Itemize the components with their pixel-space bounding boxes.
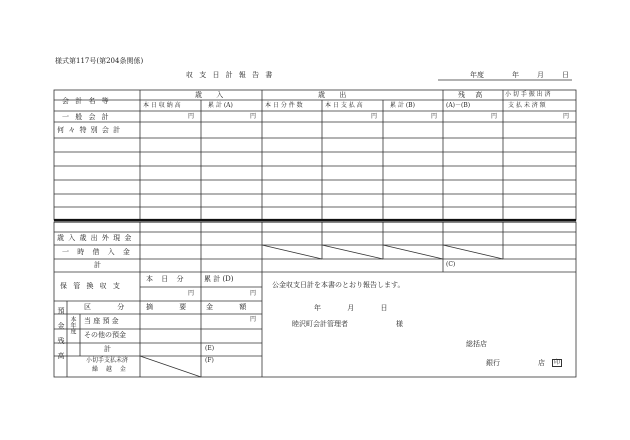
report-manager: 睦沢町会計管理者	[292, 320, 348, 328]
col-summary: 摘 要	[146, 303, 199, 311]
row-unpaid-checks: 小切手支払未済	[86, 357, 129, 364]
report-date: 年 月 日	[314, 304, 400, 312]
col-unpaid-checks-2: 支 払 未 済 額	[508, 102, 546, 109]
col-unpaid-checks-1: 小 切 手 振 出 済	[505, 91, 551, 98]
col-revenue: 歳 入	[195, 91, 230, 99]
this-year-label: 本年度	[69, 316, 76, 334]
mark-c: (C)	[446, 261, 456, 268]
row-temp-loan: 一 時 借 入 金	[62, 248, 133, 256]
col-expenditure: 歳 出	[318, 91, 353, 99]
unit-yen: 円	[250, 113, 257, 120]
form-number: 様式第117号(第204条関係)	[55, 57, 144, 65]
col-rev-cum: 累 計 (A)	[208, 102, 233, 109]
custody-cum: 累 計 (D)	[204, 275, 234, 283]
mark-f: (F)	[205, 357, 214, 364]
row-other-deposit: その他の預金	[84, 331, 126, 339]
row-current-deposit: 当 座 預 金	[84, 317, 119, 325]
unit-yen: 円	[563, 113, 570, 120]
mark-e: (E)	[205, 345, 215, 352]
unit-yen: 円	[188, 113, 195, 120]
col-exp-count: 本 日 分 件 数	[265, 102, 303, 109]
row-carried-over: 繰 越 金	[92, 366, 129, 373]
row-external-cash: 歳 入 歳 出 外 現 金	[57, 234, 133, 242]
unit-yen: 円	[431, 113, 438, 120]
row-subtotal: 計	[104, 345, 111, 353]
col-exp-cum: 累 計 (B)	[390, 102, 415, 109]
year-label: 年度	[470, 71, 484, 79]
unit-yen: 円	[250, 290, 257, 297]
report-sama: 様	[396, 320, 403, 328]
month-label: 月	[537, 71, 544, 79]
report-statement: 公金収支日計を本書のとおり報告します。	[272, 281, 405, 289]
unit-yen: 円	[250, 316, 257, 323]
col-rev-today: 本 日 収 納 高	[143, 102, 181, 109]
nen-label: 年	[512, 71, 519, 79]
row-custody: 保 管 換 収 支	[60, 282, 122, 290]
col-division: 区 分	[84, 303, 137, 311]
row-special: 何 々 特 別 会 計	[57, 126, 122, 134]
report-store: 店	[538, 359, 545, 367]
unit-yen: 円	[491, 113, 498, 120]
deposit-balance-label: 預金残高	[57, 307, 65, 367]
col-amount: 金 額	[206, 303, 259, 311]
custody-today: 本 日 分	[146, 275, 187, 283]
row-total: 計	[94, 261, 101, 269]
row-general: 一 般 会 計	[62, 113, 111, 121]
seal-icon: 印	[554, 359, 561, 366]
page-title: 収 支 日 計 報 告 書	[186, 71, 275, 79]
unit-yen: 円	[371, 113, 378, 120]
unit-yen: 円	[188, 290, 195, 297]
col-exp-today: 本 日 支 払 高	[325, 102, 363, 109]
col-balance-formula: (A)－(B)	[446, 102, 471, 109]
report-branch-general: 総括店	[466, 340, 487, 348]
col-account-name: 会 計 名 等	[62, 97, 111, 105]
col-balance: 残 高	[458, 91, 487, 99]
report-bank: 銀行	[486, 359, 500, 367]
day-label: 日	[562, 71, 569, 79]
